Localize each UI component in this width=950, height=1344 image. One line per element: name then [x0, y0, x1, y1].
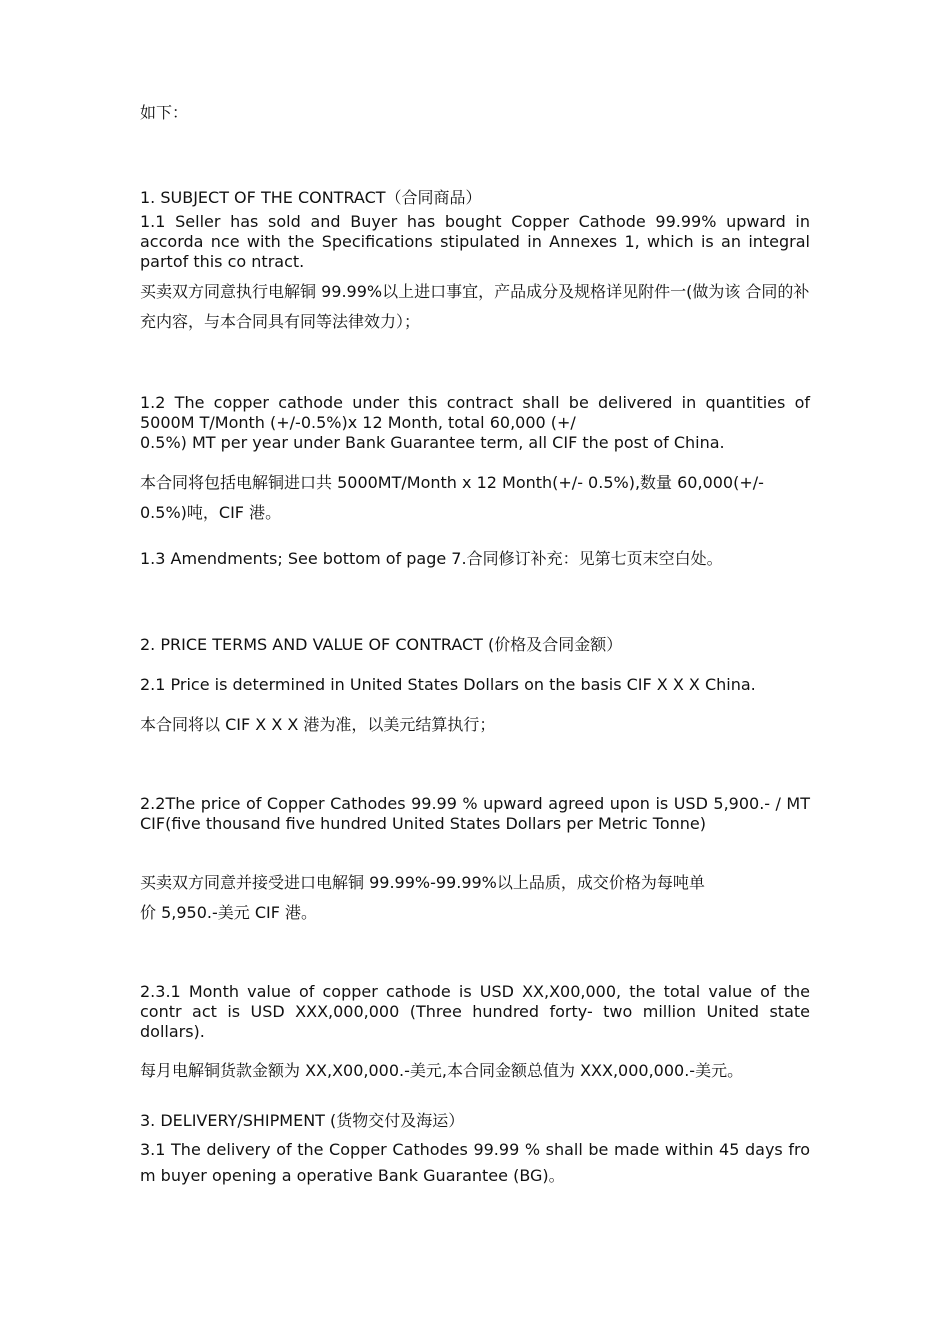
section-2-title: 2. PRICE TERMS AND VALUE OF CONTRACT (价格及合同金额）: [140, 635, 623, 654]
intro-text: 如下：: [140, 103, 189, 122]
clause-1-2-continued: 0.5%) MT per year under Bank Guarantee term, all CIF the post of China.: [140, 433, 725, 452]
clause-2-2-zh: 买卖双方同意并接受进口电解铜 99.99%-99.99%以上品质，成交价格为每吨单: [140, 873, 705, 892]
clause-1-1: 1.1 Seller has sold and Buyer has bought Copper Cathode 99.99% upward in accorda nce with the Specifications stipulated in Annexes 1, which is an integral partof this co ntract.: [140, 212, 810, 271]
section-3-title: 3. DELIVERY/SHIPMENT (货物交付及海运）: [140, 1111, 465, 1130]
clause-1-1-zh: 买卖双方同意执行电解铜 99.99%以上进口事宜，产品成分及规格详见附件一(做为该 合同的补充内容，与本合同具有同等法律效力）；: [140, 282, 810, 331]
clause-2-2: 2.2The price of Copper Cathodes 99.99 % upward agreed upon is USD 5,900.- / MT CIF(five thousand five hundred United States Dollars per Metric Tonne): [140, 794, 810, 833]
clause-2-3-1-zh: 每月电解铜货款金额为 XX,X00,000.-美元,本合同金额总值为 XXX,000,000.-美元。: [140, 1061, 744, 1080]
section-1-title: 1. SUBJECT OF THE CONTRACT（合同商品）: [140, 188, 482, 207]
clause-2-1: 2.1 Price is determined in United States Dollars on the basis CIF X X X China.: [140, 675, 756, 694]
clause-3-1: 3.1 The delivery of the Copper Cathodes 99.99 % shall be made within 45 days fro m buyer opening a operative Bank Guarantee (BG)。: [140, 1140, 810, 1185]
clause-1-2: 1.2 The copper cathode under this contract shall be delivered in quantities of 5000M T/Month (+/-0.5%)x 12 Month, total 60,000 (+/: [140, 393, 810, 432]
clause-1-2-zh: 本合同将包括电解铜进口共 5000MT/Month x 12 Month(+/- 0.5%),数量 60,000(+/- 0.5%)吨，CIF 港。: [140, 473, 764, 522]
clause-2-3-1: 2.3.1 Month value of copper cathode is USD XX,X00,000, the total value of the contr act is USD XXX,000,000 (Three hundred forty- two million United state dollars).: [140, 982, 810, 1041]
clause-2-2-zh-continued: 价 5,950.-美元 CIF 港。: [140, 903, 318, 922]
clause-1-3: 1.3 Amendments; See bottom of page 7.合同修订补充：见第七页末空白处。: [140, 549, 723, 568]
clause-2-1-zh: 本合同将以 CIF X X X 港为准，以美元结算执行；: [140, 715, 496, 734]
